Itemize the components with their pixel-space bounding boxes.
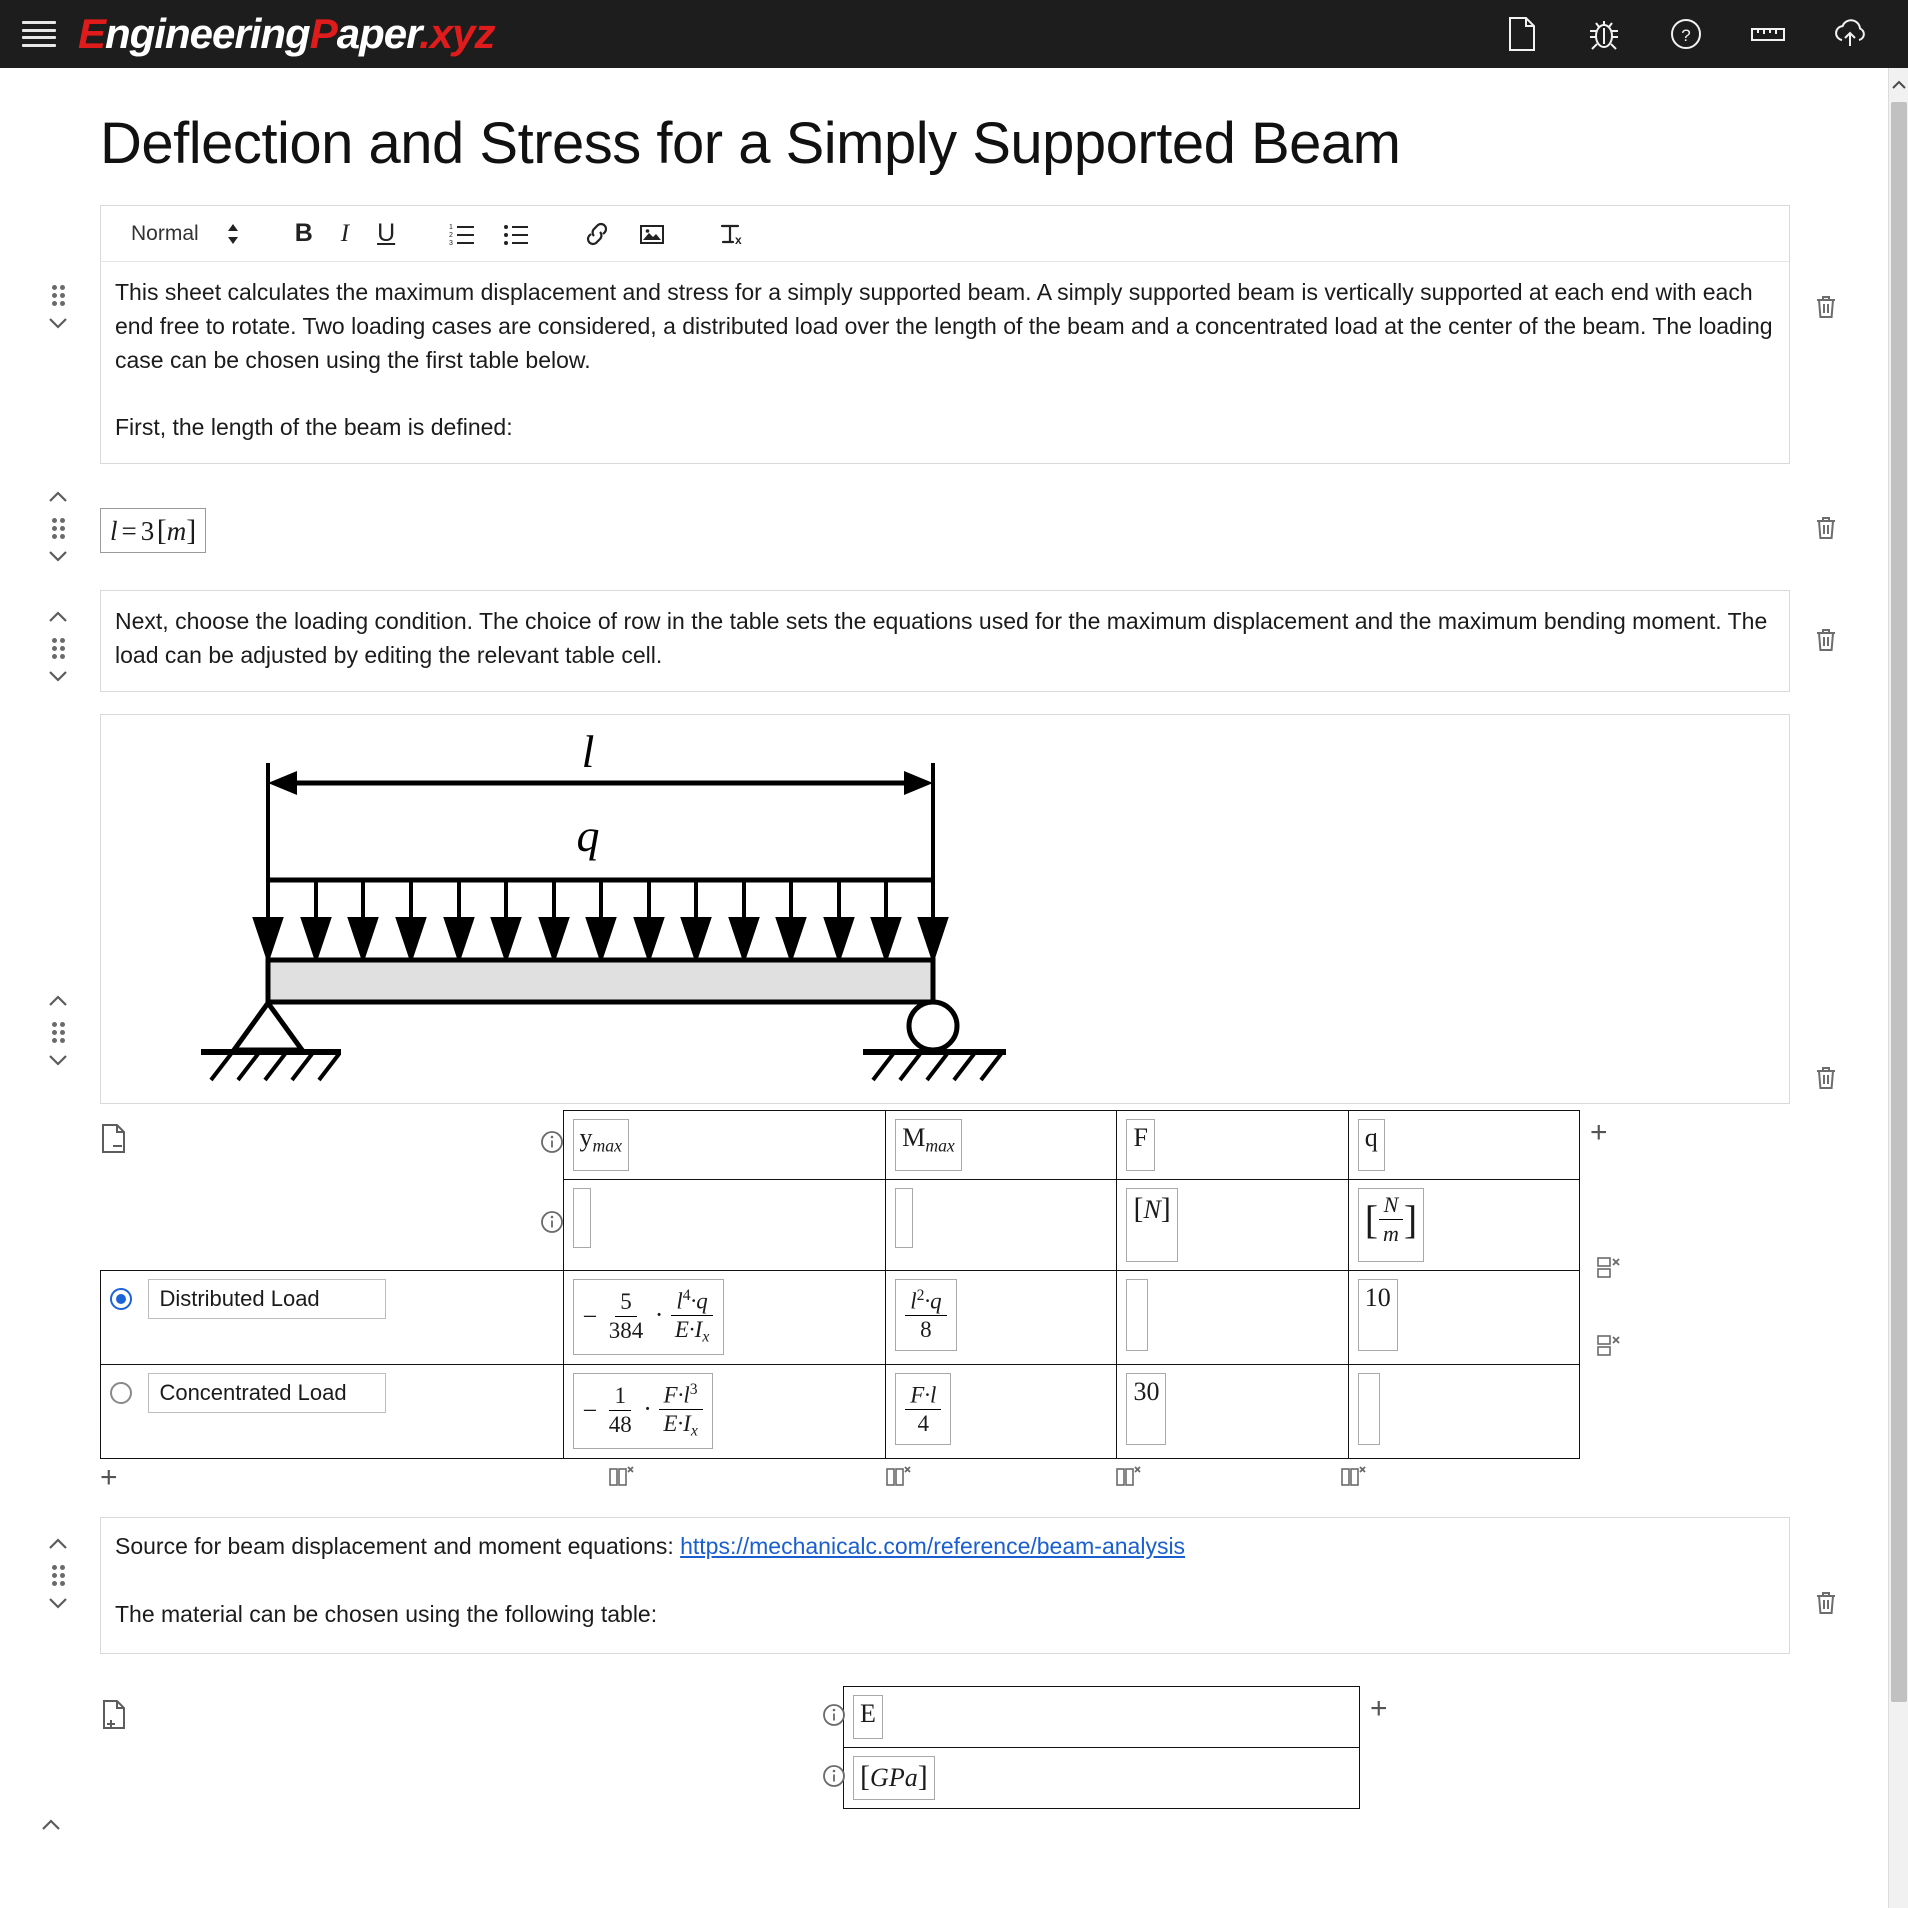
intro-paragraph-2: First, the length of the beam is defined: — [115, 414, 513, 441]
length-equation[interactable]: l = 3 [m] — [100, 508, 206, 553]
block-length-equation — [0, 490, 1888, 586]
scroll-up-arrow[interactable] — [1889, 68, 1908, 102]
loading-editor-body[interactable] — [101, 591, 1789, 691]
bullet-list-icon[interactable] — [489, 222, 543, 246]
block-beam-figure — [0, 714, 1888, 1104]
block-figure-gutter — [40, 994, 76, 1071]
move-down-chevron-icon[interactable] — [47, 549, 69, 567]
e-symbol-box[interactable]: E — [853, 1695, 883, 1739]
block-length-gutter — [40, 490, 76, 567]
delete-sheet-icon[interactable] — [100, 1124, 128, 1159]
delete-row-icon[interactable] — [1596, 1334, 1622, 1363]
help-icon[interactable] — [1668, 16, 1704, 52]
beam-analysis-link[interactable]: https://mechanicalc.com/reference/beam-analysis — [680, 1532, 1186, 1559]
table-row[interactable] — [101, 1364, 1580, 1458]
row-2-label-input[interactable]: Concentrated Load — [148, 1373, 386, 1413]
delete-block-icon[interactable] — [1812, 626, 1840, 654]
loading-table-units-row — [101, 1179, 1580, 1270]
delete-column-icon[interactable] — [885, 1465, 911, 1494]
f-unit: N — [1143, 1194, 1161, 1224]
row-2-num-base: F·l — [663, 1382, 690, 1408]
material-table[interactable] — [100, 1686, 1360, 1809]
add-column-button[interactable]: + — [1590, 1115, 1608, 1149]
row-1-radio[interactable] — [110, 1288, 132, 1310]
row-2-den-base: E·I — [663, 1411, 691, 1437]
row-2-den-sub: x — [690, 1423, 698, 1441]
ymax-symbol-box[interactable] — [573, 1119, 629, 1171]
svg-text:1: 1 — [449, 223, 454, 231]
row-1-mmax-formula[interactable] — [895, 1279, 956, 1352]
logo-engineering: ngineering — [105, 10, 310, 57]
row-1-mmax-den: 8 — [920, 1317, 932, 1343]
units-cell-Mmax[interactable] — [886, 1179, 1117, 1270]
header-cell-Mmax[interactable] — [886, 1110, 1117, 1179]
length-variable: l — [110, 516, 118, 547]
simply-supported-beam-diagram[interactable] — [100, 714, 1790, 1104]
delete-block-icon[interactable] — [1812, 1064, 1840, 1092]
top-bar-actions — [1504, 16, 1908, 52]
figure-length-label: l — [581, 725, 595, 777]
mmax-subscript: max — [925, 1135, 955, 1156]
logo-aper: aper — [336, 10, 420, 57]
row-2-label-cell[interactable] — [101, 1364, 564, 1458]
row-1-label-input[interactable]: Distributed Load — [148, 1279, 386, 1319]
beam-diagram-svg — [101, 715, 1789, 1103]
dot-operator: · — [643, 1393, 652, 1423]
row-1-mmax-num: l — [910, 1288, 917, 1314]
style-dropdown-chevron-icon[interactable] — [211, 221, 255, 247]
units-cell-q[interactable] — [1348, 1179, 1579, 1270]
row-1-num-base: l — [676, 1288, 683, 1314]
mmax-symbol: M — [902, 1122, 926, 1152]
row-2-q-value[interactable] — [1358, 1373, 1380, 1445]
q-symbol-box[interactable]: q — [1358, 1119, 1385, 1171]
loading-text-editor[interactable] — [100, 590, 1790, 692]
drag-handle-icon[interactable] — [52, 638, 65, 659]
material-table-block — [100, 1686, 1820, 1809]
info-icon[interactable] — [531, 1179, 563, 1270]
delete-block-icon[interactable] — [1812, 1589, 1840, 1617]
hamburger-icon[interactable] — [22, 21, 56, 47]
e-unit: GPa — [870, 1763, 918, 1793]
move-up-chevron-icon[interactable] — [47, 1537, 69, 1555]
move-up-chevron-icon[interactable] — [47, 490, 69, 508]
source-paragraph-2: The material can be chosen using the following table: — [115, 1600, 658, 1627]
header-cell-q[interactable] — [1348, 1110, 1579, 1179]
units-empty-cell — [101, 1179, 531, 1270]
move-down-chevron-icon[interactable] — [47, 316, 69, 334]
table-row[interactable] — [101, 1270, 1580, 1364]
new-sheet-icon[interactable] — [1504, 16, 1540, 52]
block-intro-gutter — [40, 285, 76, 334]
loading-table-header-row — [101, 1110, 1580, 1179]
delete-block-icon[interactable] — [1812, 514, 1840, 542]
source-paragraph-1 — [115, 1530, 1775, 1564]
f-unit-box[interactable]: [N] — [1126, 1188, 1177, 1262]
block-material-gutter — [40, 1818, 62, 1837]
ordered-list-icon[interactable] — [435, 222, 489, 246]
loading-table-footer — [100, 1459, 1820, 1507]
logo-p: P — [309, 10, 337, 57]
intro-paragraph-1: This sheet calculates the maximum displacement and stress for a simply supported beam. A simply supported beam is vertically supported at each end with each end free to rotate. Two loading cases are considered, a distributed load over the length of the beam and a concentrated load at the center of the beam. The loading case can be chosen using the first table below. — [115, 279, 1773, 373]
units-ruler-icon[interactable] — [1750, 16, 1786, 52]
move-up-chevron-icon[interactable] — [47, 610, 69, 628]
delete-column-icon[interactable] — [1115, 1465, 1141, 1494]
q-unit-denominator: m — [1383, 1220, 1399, 1246]
row-1-q-cell[interactable] — [1348, 1270, 1579, 1364]
ymax-subscript: max — [592, 1135, 622, 1156]
row-1-f-value[interactable] — [1126, 1279, 1148, 1351]
intro-editor[interactable] — [100, 205, 1790, 464]
minus-sign: − — [582, 1301, 598, 1331]
format-toolbar — [101, 206, 1789, 262]
source-text-editor[interactable] — [100, 1517, 1790, 1655]
block-source-text — [0, 1517, 1888, 1655]
units-cell-F[interactable] — [1117, 1179, 1348, 1270]
row-1-num-rest: ·q — [690, 1288, 708, 1314]
equals-sign: = — [121, 516, 137, 547]
ymax-symbol: y — [579, 1122, 593, 1152]
f-symbol-box[interactable]: F — [1126, 1119, 1154, 1171]
row-1-den-sub: x — [702, 1329, 710, 1347]
material-units-empty — [100, 1748, 813, 1809]
drag-handle-icon[interactable] — [52, 518, 65, 539]
header-cell-F[interactable] — [1117, 1110, 1348, 1179]
source-label: Source for beam displacement and moment equations: — [115, 1532, 681, 1559]
row-2-ymax-formula[interactable] — [573, 1373, 713, 1449]
svg-text:?: ? — [1681, 26, 1691, 45]
minus-sign: − — [582, 1395, 598, 1425]
row-2-coeff-num: 1 — [609, 1383, 631, 1411]
loading-paragraph-1: Next, choose the loading condition. The choice of row in the table sets the equations used for the maximum displacement and the maximum bending moment. The load can be adjusted by editing the relevant table cell. — [115, 608, 1768, 668]
mmax-symbol-box[interactable] — [895, 1119, 962, 1171]
row-1-Mmax-cell[interactable] — [886, 1270, 1117, 1364]
move-down-chevron-icon[interactable] — [47, 1596, 69, 1614]
logo-xyz: .xyz — [419, 10, 495, 57]
length-unit: m — [166, 516, 187, 547]
bold-button[interactable]: B — [281, 221, 327, 246]
drag-handle-icon[interactable] — [52, 1022, 65, 1043]
row-2-q-cell[interactable] — [1348, 1364, 1579, 1458]
material-units-cell-E[interactable] — [844, 1748, 1360, 1809]
row-1-num-exp: 4 — [682, 1286, 691, 1304]
row-1-F-cell[interactable] — [1117, 1270, 1348, 1364]
scrollbar-thumb[interactable] — [1891, 102, 1907, 1702]
row-1-q-value[interactable]: 10 — [1358, 1279, 1398, 1351]
row-1-ymax-formula[interactable] — [573, 1279, 725, 1355]
add-sheet-icon[interactable] — [100, 1700, 128, 1735]
vertical-scrollbar[interactable] — [1888, 68, 1908, 1908]
block-source-gutter — [40, 1537, 76, 1614]
row-2-mmax-num: F·l — [910, 1382, 937, 1408]
style-dropdown[interactable]: Normal — [131, 221, 199, 245]
row-2-f-value[interactable]: 30 — [1126, 1373, 1166, 1445]
row-1-coeff-num: 5 — [615, 1289, 637, 1317]
q-unit-box[interactable]: [ $\frac{N}{m}$ ] — [1358, 1188, 1425, 1262]
row-2-mmax-formula[interactable] — [895, 1373, 951, 1446]
row-1-mmax-exp: 2 — [916, 1286, 925, 1304]
block-loading-gutter — [40, 610, 76, 687]
top-bar — [0, 0, 1908, 68]
svg-text:2: 2 — [449, 231, 454, 239]
add-row-button[interactable]: + — [100, 1460, 118, 1494]
row-2-Mmax-cell[interactable] — [886, 1364, 1117, 1458]
row-1-label-cell[interactable] — [101, 1270, 564, 1364]
material-header-cell-E[interactable] — [844, 1687, 1360, 1748]
intro-editor-body[interactable] — [101, 262, 1789, 463]
image-icon[interactable] — [625, 222, 679, 246]
move-down-chevron-icon[interactable] — [47, 669, 69, 687]
loading-table-block — [100, 1110, 1820, 1507]
ymax-unit-box[interactable] — [573, 1188, 591, 1248]
underline-button[interactable]: U — [363, 221, 409, 246]
row-2-radio[interactable] — [110, 1382, 132, 1404]
material-table-units-row — [100, 1748, 1360, 1809]
length-equation-field[interactable] — [100, 490, 1888, 553]
cloud-upload-icon[interactable] — [1832, 16, 1868, 52]
svg-text:x: x — [735, 232, 742, 247]
delete-block-icon[interactable] — [1812, 293, 1840, 321]
units-cell-ymax[interactable] — [563, 1179, 886, 1270]
material-header-empty — [100, 1687, 813, 1748]
drag-handle-icon[interactable] — [52, 285, 65, 306]
move-up-chevron-icon[interactable] — [47, 994, 69, 1012]
row-2-F-cell[interactable] — [1117, 1364, 1348, 1458]
drag-handle-icon[interactable] — [52, 1565, 65, 1586]
row-1-ymax-cell[interactable] — [563, 1270, 886, 1364]
info-icon[interactable] — [813, 1687, 843, 1748]
add-column-button[interactable]: + — [1370, 1692, 1388, 1726]
page-title: Deflection and Stress for a Simply Supported Beam — [100, 111, 1401, 176]
row-2-mmax-den: 4 — [917, 1411, 930, 1437]
row-2-coeff-den: 48 — [608, 1412, 632, 1438]
q-unit-numerator: N — [1379, 1192, 1404, 1220]
length-value: 3 — [140, 516, 155, 547]
info-icon[interactable] — [531, 1110, 563, 1179]
block-intro — [0, 205, 1888, 464]
move-up-chevron-icon[interactable] — [40, 1818, 62, 1837]
header-empty-cell — [101, 1110, 531, 1179]
info-icon[interactable] — [813, 1748, 843, 1809]
material-table-header-row — [100, 1687, 1360, 1748]
clear-format-icon[interactable] — [705, 221, 761, 247]
delete-row-icon[interactable] — [1596, 1256, 1622, 1285]
block-loading-text — [0, 590, 1888, 692]
bug-report-icon[interactable] — [1586, 16, 1622, 52]
app-logo[interactable] — [78, 10, 495, 58]
loading-table[interactable] — [100, 1110, 1580, 1459]
row-1-coeff-den: 384 — [608, 1318, 644, 1344]
move-down-chevron-icon[interactable] — [47, 1053, 69, 1071]
dot-operator: · — [654, 1299, 664, 1329]
italic-button[interactable]: I — [327, 221, 363, 246]
logo-e: E — [78, 10, 106, 57]
delete-column-icon[interactable] — [1340, 1465, 1366, 1494]
row-1-mmax-rest: ·q — [924, 1288, 942, 1314]
e-unit-box[interactable]: [GPa] — [853, 1756, 935, 1800]
row-2-num-exp: 3 — [689, 1380, 698, 1398]
mmax-unit-box[interactable] — [895, 1188, 913, 1248]
delete-column-icon[interactable] — [608, 1465, 634, 1494]
svg-text:3: 3 — [449, 239, 454, 246]
source-editor-body[interactable] — [101, 1518, 1789, 1654]
header-cell-ymax[interactable] — [563, 1110, 886, 1179]
document-page — [0, 68, 1888, 1809]
row-2-ymax-cell[interactable] — [563, 1364, 886, 1458]
link-icon[interactable] — [569, 222, 625, 246]
figure-load-label: q — [576, 809, 600, 861]
row-1-den-base: E·I — [674, 1317, 703, 1343]
